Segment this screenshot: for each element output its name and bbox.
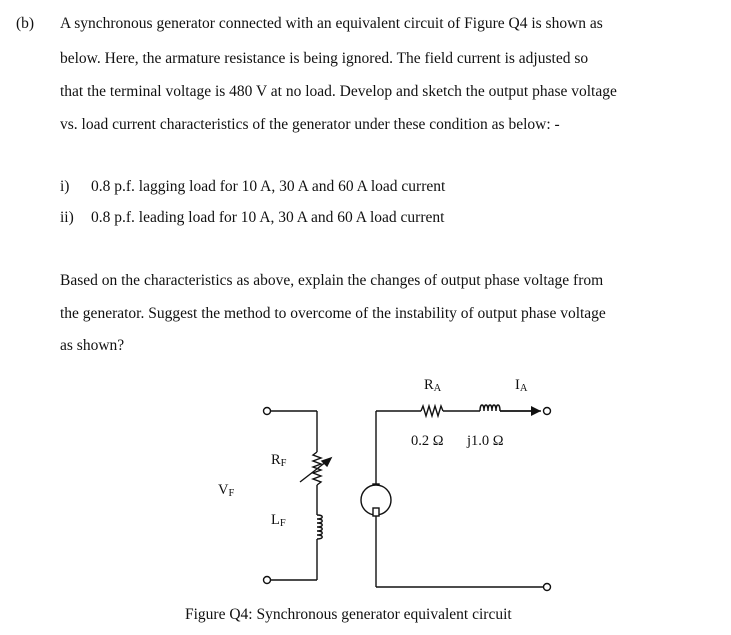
question-line-1: A synchronous generator connected with an equivalent circuit of Figure Q4 is shown as	[60, 15, 603, 32]
item-number-1: i)	[60, 178, 70, 195]
followup-line-3: as shown?	[60, 337, 125, 354]
output-top-terminal	[544, 408, 551, 415]
question-line-2: below. Here, the armature resistance is being ignored. The field current is adjusted so	[60, 50, 589, 67]
question-line-4: vs. load current characteristics of the generator under these condition as below: -	[60, 116, 560, 133]
item-text-1: 0.8 p.f. lagging load for 10 A, 30 A and 60 A load current	[91, 178, 446, 195]
figure-caption: Figure Q4: Synchronous generator equivalent circuit	[185, 606, 512, 623]
field-inductor-symbol	[317, 515, 322, 539]
generator-bottom-brush	[373, 508, 379, 516]
question-label: (b)	[16, 15, 35, 32]
ia-label: IA	[515, 377, 528, 394]
question-line-3: that the terminal voltage is 480 V at no load. Develop and sketch the output phase voltage	[60, 83, 617, 100]
lf-label: LF	[271, 512, 286, 529]
followup-line-2: the generator. Suggest the method to overcome of the instability of output phase voltage	[60, 305, 606, 322]
field-top-terminal	[264, 408, 271, 415]
xs-value: j1.0 Ω	[467, 433, 504, 449]
vf-label: VF	[218, 482, 235, 499]
item-text-2: 0.8 p.f. leading load for 10 A, 30 A and 60 A load current	[91, 209, 445, 226]
rf-label: RF	[271, 452, 287, 469]
ra-value: 0.2 Ω	[411, 433, 444, 449]
armature-resistor-symbol	[421, 406, 443, 416]
current-arrow	[531, 406, 541, 416]
followup-line-1: Based on the characteristics as above, explain the changes of output phase voltage from	[60, 272, 604, 289]
item-number-2: ii)	[60, 209, 74, 226]
ra-label: RA	[424, 377, 442, 394]
output-bottom-terminal	[544, 584, 551, 591]
synchronous-reactance-symbol	[480, 405, 500, 411]
field-bottom-terminal	[264, 577, 271, 584]
